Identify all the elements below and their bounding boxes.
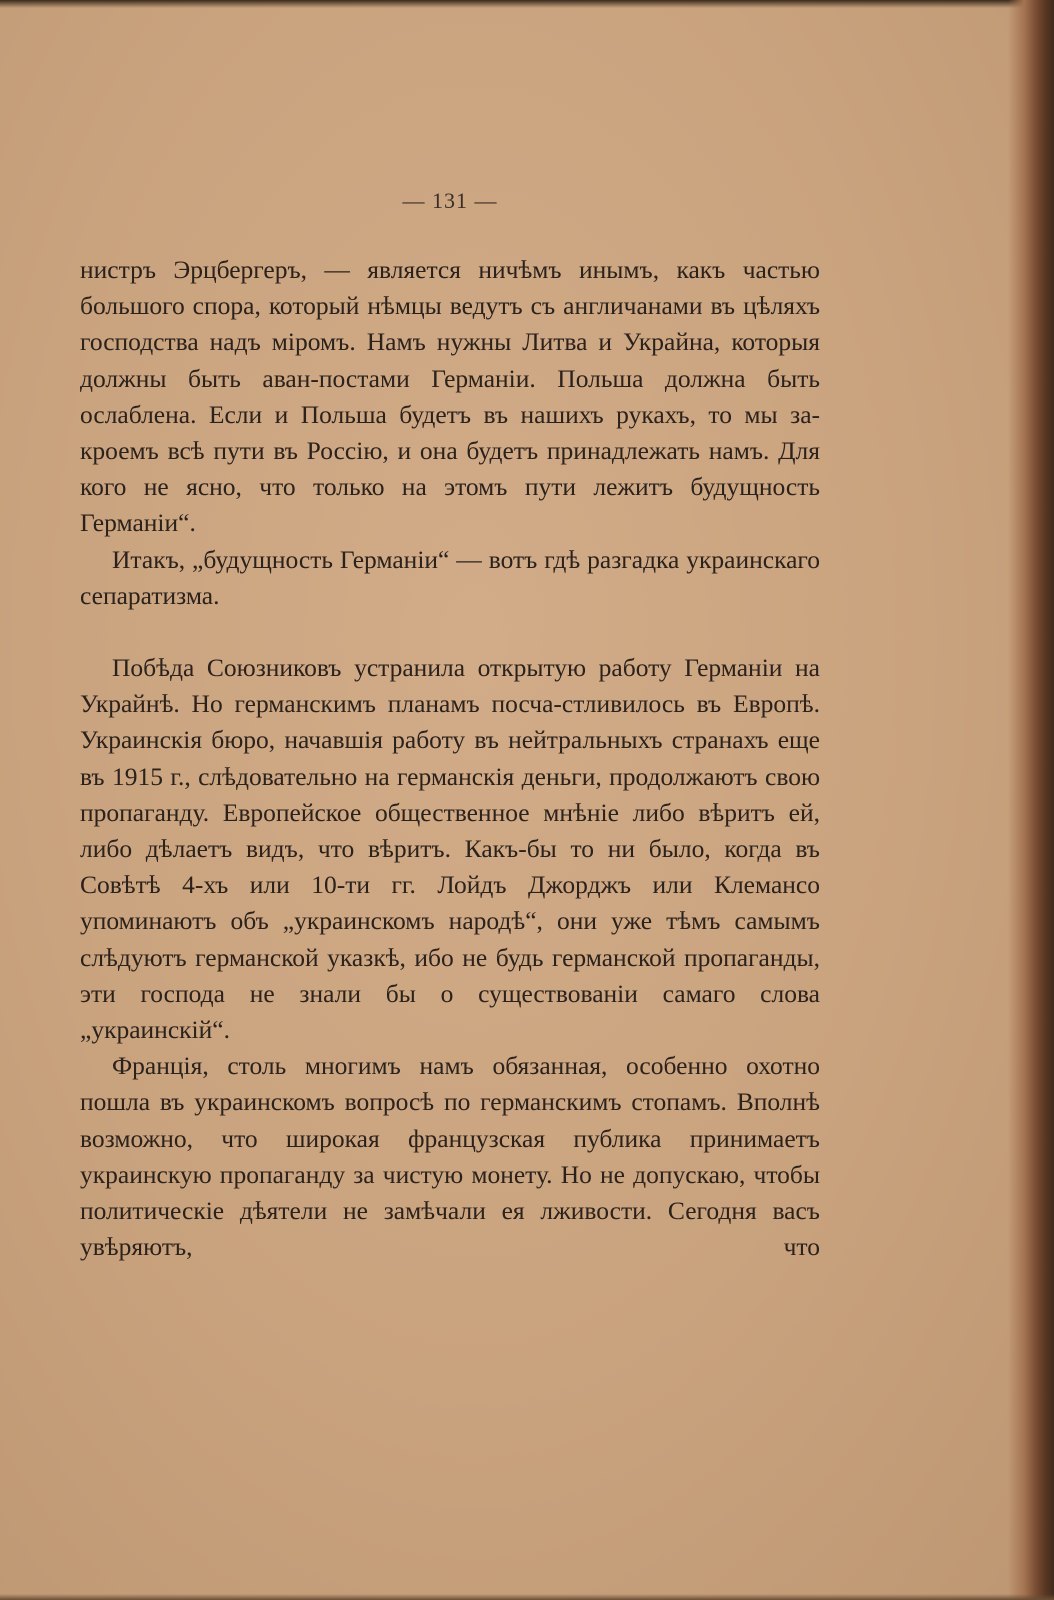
page-number: — 131 — (402, 188, 498, 213)
book-spine-edge (1008, 0, 1054, 1600)
paragraph-1: нистръ Эрцбергеръ, — является ничѣмъ инымъ, какъ частью большого спора, который нѣмцы ведутъ съ англичанами въ цѣляхъ господства надъ міромъ. Намъ нужны Литва и Украйна, которыя должны быть аван-постами Германіи. Польша должна быть ослаблена. Если и Польша будетъ въ нашихъ рукахъ, то мы за-кроемъ всѣ пути въ Россію, и она будетъ принадлежать намъ. Для кого не ясно, что только на этомъ пути лежитъ будущность Германіи“. (80, 255, 820, 538)
paragraph-2: Итакъ, „будущность Германіи“ — вотъ гдѣ разгадка украинскаго сепаратизма. (80, 544, 820, 610)
paragraph-3: Побѣда Союзниковъ устранила открытую работу Германіи на Украйнѣ. Но германскимъ планамъ посча-стливилось въ Европѣ. Украинскія бюро, начавшія работу въ нейтральныхъ странахъ еще въ 1915 г., слѣдовательно на германскія деньги, продолжаютъ свою пропаганду. Европейское общественное мнѣніе либо вѣритъ ей, либо дѣлаетъ видъ, что вѣритъ. Какъ-бы то ни было, когда въ Совѣтѣ 4-хъ или 10-ти гг. Лойдъ Джорджъ или Клемансо упоминаютъ объ „украинскомъ народѣ“, они уже тѣмъ самымъ слѣдуютъ германской указкѣ, ибо не будь германской пропаганды, эти господа не знали бы о существованіи самаго слова „украинскій“. (80, 653, 820, 1045)
page-bottom-edge (0, 1594, 1054, 1600)
paragraph-4: Франція, столь многимъ намъ обязанная, особенно охотно пошла въ украинскомъ вопросѣ по германскимъ стопамъ. Вполнѣ возможно, что широкая французская публика принимаетъ украинскую пропаганду за чистую монету. Но не допускаю, чтобы политическіе дѣятели не замѣчали ея лживости. Сегодня васъ увѣряютъ, что (80, 1051, 820, 1262)
page-top-edge (0, 0, 1054, 8)
section-gap (80, 614, 820, 650)
body-text (80, 252, 820, 1265)
